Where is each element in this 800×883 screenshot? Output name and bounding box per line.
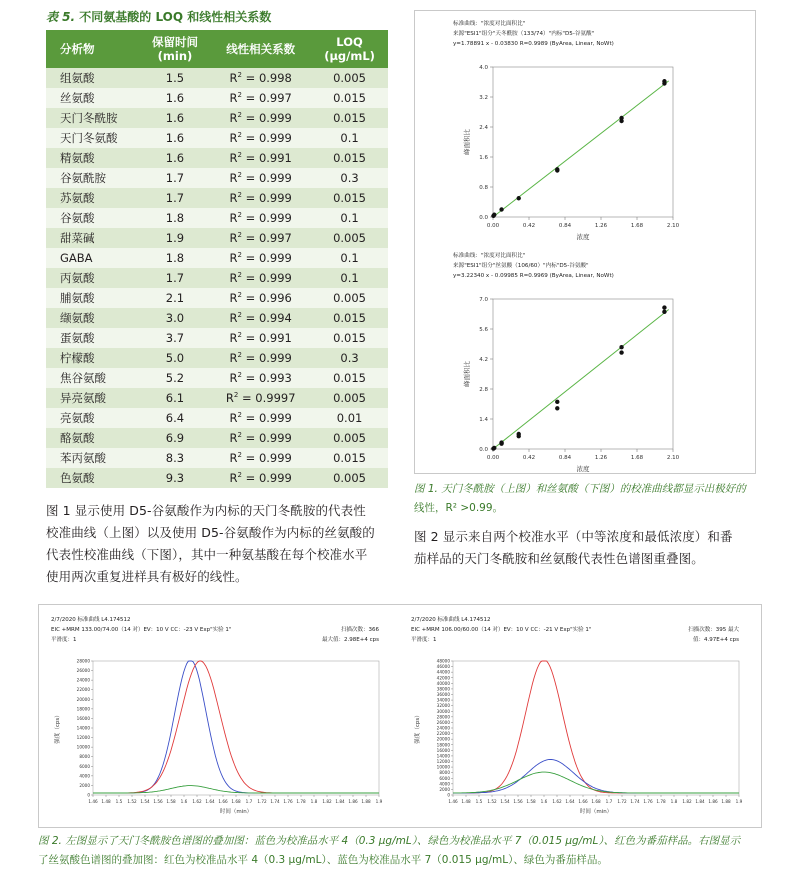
x-tick-label: 1.86 (348, 799, 358, 804)
x-tick-label: 1.82 (682, 799, 692, 804)
figure-2-panel (38, 604, 762, 828)
cell-rt: 5.2 (140, 368, 211, 388)
cell-rt: 1.5 (140, 68, 211, 88)
figure-1-panel (414, 10, 756, 474)
cell-analyte: 缬氨酸 (46, 308, 140, 328)
x-tick-label: 1.72 (617, 799, 627, 804)
cell-r2: $R^2 = 0.9997$ (210, 388, 311, 408)
cell-rt: 1.7 (140, 168, 211, 188)
cell-loq: 0.005 (311, 388, 388, 408)
chrom-header-line: 2/7/2020 标准曲线 L4.174512 (411, 617, 491, 623)
x-tick-label: 1.68 (630, 223, 644, 229)
y-tick-label: 46000 (436, 664, 450, 670)
y-tick-label: 4.0 (479, 65, 488, 71)
y-tick-label: 44000 (436, 669, 450, 675)
data-point (662, 79, 666, 83)
cell-r2: $R^2 = 0.999$ (210, 348, 311, 368)
y-tick-label: 22000 (436, 731, 450, 737)
cell-rt: 1.8 (140, 248, 211, 268)
cell-analyte: 苏氨酸 (46, 188, 140, 208)
x-tick-label: 1.62 (552, 799, 562, 804)
cell-r2: $R^2 = 0.999$ (210, 108, 311, 128)
x-tick-label: 1.7 (605, 799, 613, 804)
y-tick-label: 26000 (76, 668, 90, 674)
cell-rt: 8.3 (140, 448, 211, 468)
loq-table (46, 30, 388, 488)
cell-rt: 1.6 (140, 148, 211, 168)
table-row (46, 208, 388, 228)
data-point (555, 406, 559, 410)
table-row (46, 148, 388, 168)
x-tick-label: 1.9 (735, 799, 743, 804)
x-tick-label: 1.56 (513, 799, 523, 804)
data-point (492, 446, 496, 450)
x-tick-label: 1.46 (88, 799, 98, 804)
cell-loq: 0.005 (311, 228, 388, 248)
chromatogram-serine (405, 607, 755, 825)
y-tick-label: 24000 (76, 677, 90, 683)
y-tick-label: 32000 (436, 703, 450, 709)
x-tick-label: 1.6 (540, 799, 548, 804)
cell-r2: $R^2 = 0.999$ (210, 168, 311, 188)
x-tick-label: 1.52 (487, 799, 497, 804)
x-tick-label: 1.62 (192, 799, 202, 804)
table-row (46, 188, 388, 208)
y-tick-label: 12000 (436, 759, 450, 764)
chrom-header-line: 2/7/2020 标准曲线 L4.174512 (51, 617, 131, 623)
cell-loq: 0.3 (311, 348, 388, 368)
table-row (46, 288, 388, 308)
cell-analyte: 异亮氨酸 (46, 388, 140, 408)
y-tick-label: 48000 (436, 658, 450, 664)
col-loq: LOQ (μg/mL) (311, 30, 388, 68)
cell-rt: 1.8 (140, 208, 211, 228)
cell-loq: 0.005 (311, 428, 388, 448)
y-tick-label: 7.0 (479, 297, 488, 303)
y-tick-label: 3.2 (479, 95, 488, 101)
cell-r2: $R^2 = 0.999$ (210, 248, 311, 268)
y-tick-label: 6000 (439, 775, 450, 781)
plot-area (453, 661, 739, 795)
y-axis-label: 峰面积比 (463, 361, 471, 387)
cell-loq: 0.1 (311, 248, 388, 268)
cell-r2: $R^2 = 0.998$ (210, 68, 311, 88)
data-point (499, 207, 503, 211)
cell-loq: 0.015 (311, 368, 388, 388)
y-axis-label: 强度（cps） (415, 712, 421, 744)
chrom-header-line: EIC +MRM 133.00/74.00（14 对）EV：10 V CC：-23 V Exp"实验 1" (51, 627, 232, 633)
cell-analyte: 苯丙氨酸 (46, 448, 140, 468)
x-tick-label: 1.26 (594, 455, 608, 461)
cell-loq: 0.1 (311, 128, 388, 148)
y-tick-label: 20000 (76, 696, 90, 702)
y-tick-label: 2000 (439, 786, 450, 792)
cell-rt: 1.9 (140, 228, 211, 248)
y-tick-label: 8000 (439, 770, 450, 776)
y-tick-label: 12000 (76, 735, 90, 741)
table-row (46, 468, 388, 488)
table-row (46, 268, 388, 288)
data-point (619, 116, 623, 120)
y-tick-label: 2000 (79, 782, 90, 788)
calibration-chart-serine (415, 243, 755, 473)
figure-1-caption: 图 1. 天门冬酰胺（上图）和丝氨酸（下图）的校准曲线都显示出极好的 线性，R² >0.99。 (414, 483, 746, 514)
x-tick-label: 1.78 (296, 799, 306, 804)
y-tick-label: 26000 (436, 719, 450, 725)
y-tick-label: 8000 (79, 754, 90, 760)
x-tick-label: 0.00 (486, 455, 500, 461)
x-tick-label: 1.86 (708, 799, 718, 804)
cell-analyte: 柠檬酸 (46, 348, 140, 368)
x-tick-label: 1.7 (245, 799, 253, 804)
y-tick-label: 28000 (436, 714, 450, 720)
cell-loq: 0.005 (311, 468, 388, 488)
cell-rt: 1.7 (140, 188, 211, 208)
table-row (46, 428, 388, 448)
table-row (46, 88, 388, 108)
cell-rt: 9.3 (140, 468, 211, 488)
cell-analyte: 丝氨酸 (46, 88, 140, 108)
chart-header-line: y=1.78891 x - 0.03830 R=0.9989 (ByArea, Linear, NoWt) (453, 41, 614, 47)
x-tick-label: 1.5 (475, 799, 483, 804)
cell-analyte: 谷氨酰胺 (46, 168, 140, 188)
table-row (46, 68, 388, 88)
x-tick-label: 1.9 (375, 799, 383, 804)
col-r2: 线性相关系数 (210, 30, 311, 68)
y-tick-label: 10000 (76, 744, 90, 750)
chart-header-line: 标准曲线："浓度对比面积比" (453, 21, 526, 27)
x-tick-label: 1.48 (101, 799, 111, 804)
cell-loq: 0.015 (311, 148, 388, 168)
y-tick-label: 0 (87, 792, 90, 798)
chrom-info-line: 最大值：2.98E+4 cps (322, 637, 379, 643)
cell-analyte: 焦谷氨酸 (46, 368, 140, 388)
x-tick-label: 1.68 (591, 799, 601, 804)
x-tick-label: 1.84 (695, 799, 705, 804)
y-tick-label: 2.4 (479, 125, 488, 131)
cell-loq: 0.015 (311, 88, 388, 108)
table-row (46, 228, 388, 248)
x-tick-label: 1.76 (643, 799, 653, 804)
x-tick-label: 1.56 (153, 799, 163, 804)
data-point (662, 310, 666, 314)
cell-analyte: 组氨酸 (46, 68, 140, 88)
cell-loq: 0.015 (311, 308, 388, 328)
x-tick-label: 1.74 (630, 799, 640, 804)
x-tick-label: 1.88 (721, 799, 731, 804)
chart-header-line: 来源"ESI1"组分"天冬酰胺（133/74）"内标"D5-谷氨酸" (453, 31, 595, 37)
x-tick-label: 1.58 (166, 799, 176, 804)
x-tick-label: 1.52 (127, 799, 137, 804)
x-tick-label: 1.54 (140, 799, 150, 804)
y-tick-label: 0.0 (479, 447, 488, 453)
data-point (619, 345, 623, 349)
x-tick-label: 1.66 (578, 799, 588, 804)
x-tick-label: 2.10 (666, 455, 680, 461)
x-axis-label: 时间（min） (579, 809, 613, 815)
table-row (46, 128, 388, 148)
x-axis-label: 浓度 (576, 233, 590, 241)
cell-analyte: 天门冬酰胺 (46, 108, 140, 128)
data-point (517, 196, 521, 200)
x-axis-label: 时间（min） (219, 809, 253, 815)
data-point (555, 400, 559, 404)
cell-r2: $R^2 = 0.996$ (210, 288, 311, 308)
y-tick-label: 4000 (439, 781, 450, 787)
table-row (46, 108, 388, 128)
col-rt: 保留时间 (min) (140, 30, 211, 68)
y-tick-label: 4000 (79, 773, 90, 779)
y-tick-label: 10000 (436, 764, 450, 770)
cell-rt: 1.6 (140, 88, 211, 108)
x-tick-label: 1.48 (461, 799, 471, 804)
x-tick-label: 1.26 (594, 223, 608, 229)
data-point (499, 440, 503, 444)
cell-loq: 0.1 (311, 208, 388, 228)
y-tick-label: 0 (447, 792, 450, 798)
cell-r2: $R^2 = 0.999$ (210, 128, 311, 148)
data-point (492, 213, 496, 217)
cell-loq: 0.015 (311, 108, 388, 128)
cell-analyte: 丙氨酸 (46, 268, 140, 288)
table-row (46, 408, 388, 428)
y-tick-label: 16000 (436, 747, 450, 753)
cell-rt: 3.0 (140, 308, 211, 328)
table-row (46, 168, 388, 188)
cell-analyte: 酪氨酸 (46, 428, 140, 448)
y-tick-label: 2.8 (479, 387, 488, 393)
x-tick-label: 1.8 (310, 799, 318, 804)
cell-rt: 6.4 (140, 408, 211, 428)
cell-loq: 0.015 (311, 448, 388, 468)
chrom-header-line: 平滑度：1 (411, 637, 437, 643)
x-tick-label: 1.46 (448, 799, 458, 804)
y-tick-label: 1.6 (479, 155, 488, 161)
y-tick-label: 16000 (76, 715, 90, 721)
cell-r2: $R^2 = 0.997$ (210, 88, 311, 108)
table-row (46, 348, 388, 368)
chart-header-line: y=3.22340 x - 0.09985 R=0.9969 (ByArea, Linear, NoWt) (453, 273, 614, 279)
chrom-info-line: 扫描次数：366 (341, 627, 379, 633)
paragraph-2: 图 2 显示来自两个校准水平（中等浓度和最低浓度）和番 茄样品的天门冬酰胺和丝氨酸代表性色谱图重叠图。 (414, 529, 733, 566)
x-tick-label: 1.64 (205, 799, 215, 804)
cell-rt: 1.6 (140, 108, 211, 128)
x-tick-label: 1.84 (335, 799, 345, 804)
cell-rt: 3.7 (140, 328, 211, 348)
cell-rt: 1.7 (140, 268, 211, 288)
y-tick-label: 5.6 (479, 327, 488, 333)
x-tick-label: 0.84 (558, 455, 572, 461)
x-tick-label: 1.6 (180, 799, 188, 804)
chart-header-line: 来源"ESI1"组分"丝氨酸（106/60）"内标"D5-谷氨酸" (453, 263, 589, 269)
y-tick-label: 30000 (436, 708, 450, 714)
data-point (555, 167, 559, 171)
y-tick-label: 22000 (76, 687, 90, 693)
cell-analyte: 亮氨酸 (46, 408, 140, 428)
cell-analyte: 蛋氨酸 (46, 328, 140, 348)
cell-rt: 1.6 (140, 128, 211, 148)
x-tick-label: 1.5 (115, 799, 123, 804)
plot-area (493, 299, 673, 449)
cell-analyte: 甜菜碱 (46, 228, 140, 248)
figure-2-caption: 图 2. 左图显示了天门冬酰胺色谱图的叠加图：蓝色为校准品水平 4（0.3 μg/mL）、绿色为校准品水平 7（0.015 μg/mL）、红色为番茄样品。右图显示 了丝氨酸色谱图的叠加图：红色为校准品水平 4（0.3 μg/mL）、蓝色为校准品水平 7（0.015 μg/mL）、绿色为番茄样品。 (38, 835, 741, 866)
cell-loq: 0.1 (311, 268, 388, 288)
y-tick-label: 0.0 (479, 215, 488, 221)
data-point (619, 350, 623, 354)
y-tick-label: 18000 (76, 706, 90, 712)
cell-r2: $R^2 = 0.997$ (210, 228, 311, 248)
y-tick-label: 40000 (436, 680, 450, 686)
y-tick-label: 6000 (79, 763, 90, 769)
data-point (662, 305, 666, 309)
x-tick-label: 2.10 (666, 223, 680, 229)
table-header-row (46, 30, 388, 68)
x-tick-label: 1.76 (283, 799, 293, 804)
x-tick-label: 1.68 (231, 799, 241, 804)
y-axis-label: 峰面积比 (463, 129, 471, 155)
cell-r2: $R^2 = 0.991$ (210, 328, 311, 348)
cell-loq: 0.015 (311, 328, 388, 348)
cell-r2: $R^2 = 0.999$ (210, 448, 311, 468)
chrom-info-line: 扫描次数：395 最大 (688, 627, 739, 633)
data-point (517, 432, 521, 436)
x-tick-label: 0.42 (522, 455, 536, 461)
chrom-header-line: 平滑度：1 (51, 637, 77, 643)
y-tick-label: 36000 (436, 692, 450, 697)
chromatogram-asparagine (45, 607, 395, 825)
x-tick-label: 1.64 (565, 799, 575, 804)
paragraph-1: 图 1 显示使用 D5-谷氨酸作为内标的天门冬酰胺的代表性 校准曲线（上图）以及使用 D5-谷氨酸作为内标的丝氨酸的 代表性校准曲线（下图），其中一种氨基酸在每个校准水平 使用两次重复进样具有极好的线性。 (46, 503, 375, 584)
x-tick-label: 1.78 (656, 799, 666, 804)
chrom-header-line: EIC +MRM 106.00/60.00（14 对）EV：10 V CC：-21 V Exp"实验 1" (411, 627, 592, 633)
cell-rt: 5.0 (140, 348, 211, 368)
y-tick-label: 14000 (76, 725, 90, 731)
cell-r2: $R^2 = 0.999$ (210, 408, 311, 428)
cell-r2: $R^2 = 0.993$ (210, 368, 311, 388)
y-tick-label: 18000 (436, 742, 450, 748)
calibration-chart-asparagine (415, 11, 755, 241)
x-tick-label: 1.8 (670, 799, 678, 804)
x-tick-label: 1.72 (257, 799, 267, 804)
y-tick-label: 28000 (76, 658, 90, 664)
table-row (46, 368, 388, 388)
cell-r2: $R^2 = 0.999$ (210, 468, 311, 488)
cell-loq: 0.015 (311, 188, 388, 208)
x-tick-label: 0.42 (522, 223, 536, 229)
x-axis-label: 浓度 (576, 465, 590, 473)
x-tick-label: 1.88 (361, 799, 371, 804)
y-tick-label: 14000 (436, 753, 450, 759)
y-tick-label: 4.2 (479, 357, 488, 363)
cell-r2: $R^2 = 0.999$ (210, 208, 311, 228)
x-tick-label: 1.54 (500, 799, 510, 804)
x-tick-label: 0.00 (486, 223, 500, 229)
cell-rt: 6.1 (140, 388, 211, 408)
cell-r2: $R^2 = 0.991$ (210, 148, 311, 168)
cell-loq: 0.005 (311, 68, 388, 88)
table-row (46, 448, 388, 468)
cell-rt: 2.1 (140, 288, 211, 308)
y-tick-label: 38000 (436, 686, 450, 692)
x-tick-label: 1.74 (270, 799, 280, 804)
table-row (46, 248, 388, 268)
cell-analyte: 天门冬氨酸 (46, 128, 140, 148)
y-axis-label: 强度（cps） (55, 712, 61, 744)
cell-loq: 0.3 (311, 168, 388, 188)
cell-r2: $R^2 = 0.999$ (210, 268, 311, 288)
table-row (46, 388, 388, 408)
y-tick-label: 1.4 (479, 417, 488, 423)
x-tick-label: 1.58 (526, 799, 536, 804)
y-tick-label: 24000 (436, 725, 450, 731)
y-tick-label: 0.8 (479, 185, 488, 191)
cell-analyte: 谷氨酸 (46, 208, 140, 228)
cell-rt: 6.9 (140, 428, 211, 448)
y-tick-label: 34000 (436, 697, 450, 703)
cell-analyte: 色氨酸 (46, 468, 140, 488)
col-analyte: 分析物 (46, 30, 140, 68)
table-title: 表 5. 不同氨基酸的 LOQ 和线性相关系数 (46, 10, 272, 24)
cell-analyte: 脯氨酸 (46, 288, 140, 308)
chrom-info-line: 值：4.97E+4 cps (693, 637, 739, 643)
cell-analyte: 精氨酸 (46, 148, 140, 168)
plot-area (493, 67, 673, 217)
y-tick-label: 20000 (436, 736, 450, 742)
chart-header-line: 标准曲线："浓度对比面积比" (453, 253, 526, 259)
table-row (46, 328, 388, 348)
y-tick-label: 42000 (436, 675, 450, 681)
x-tick-label: 1.66 (218, 799, 228, 804)
cell-r2: $R^2 = 0.999$ (210, 428, 311, 448)
cell-analyte: GABA (46, 248, 140, 268)
x-tick-label: 1.68 (630, 455, 644, 461)
cell-r2: $R^2 = 0.994$ (210, 308, 311, 328)
plot-area (93, 661, 379, 795)
x-tick-label: 0.84 (558, 223, 572, 229)
cell-loq: 0.005 (311, 288, 388, 308)
cell-r2: $R^2 = 0.999$ (210, 188, 311, 208)
x-tick-label: 1.82 (322, 799, 332, 804)
cell-loq: 0.01 (311, 408, 388, 428)
table-row (46, 308, 388, 328)
